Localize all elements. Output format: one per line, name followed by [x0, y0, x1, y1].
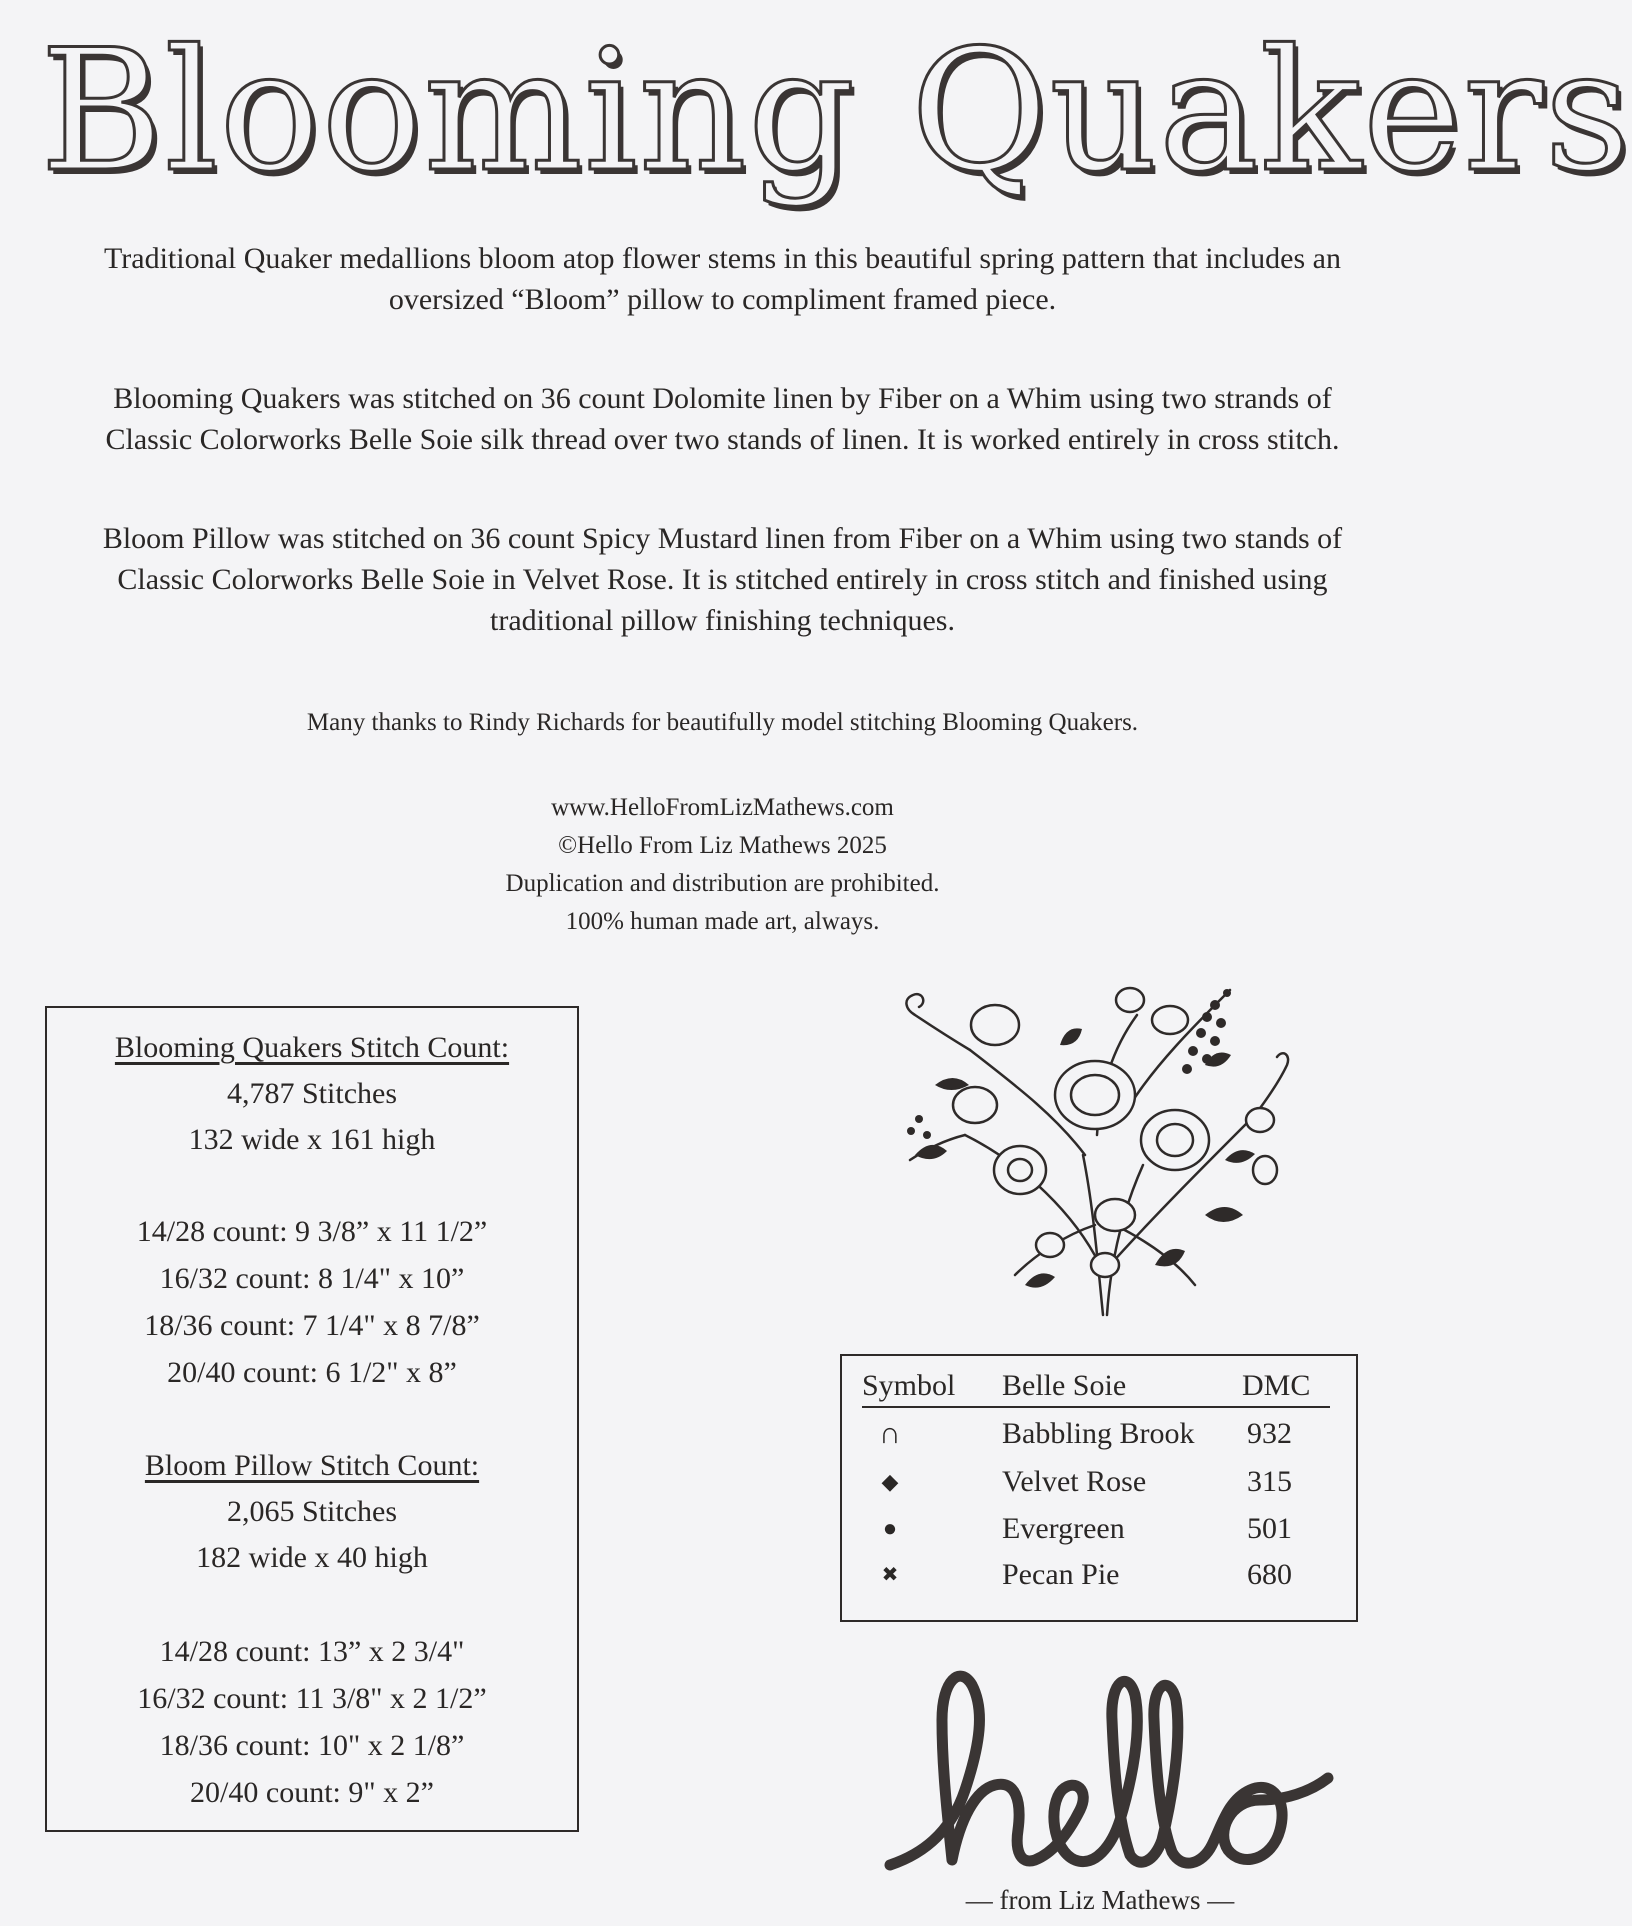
quakers-size-row: 18/36 count: 7 1/4" x 8 7/8” — [144, 1309, 480, 1342]
key-thread-name: Pecan Pie — [1002, 1558, 1120, 1591]
pillow-count-heading: Bloom Pillow Stitch Count: — [144, 1449, 480, 1482]
key-thread-name: Evergreen — [1002, 1512, 1125, 1545]
symbol-arch-icon: ∩ — [879, 1417, 901, 1450]
intro-paragraph-1: Traditional Quaker medallions bloom atop flower stems in this beautiful spring pattern that includes an oversized “Bloom” pillow to compliment framed piece. — [104, 242, 1341, 316]
symbol-diamond-icon: ◆ — [881, 1469, 899, 1494]
quakers-dimensions: 132 wide x 161 high — [188, 1123, 436, 1156]
key-dmc-number: 680 — [1247, 1558, 1292, 1591]
key-header-symbol: Symbol — [862, 1369, 956, 1402]
signature-text: — from Liz Mathews — — [965, 1885, 1235, 1915]
website-text: www.HelloFromLizMathews.com — [551, 794, 894, 821]
page-title: Blooming Quakers — [40, 13, 1632, 209]
quakers-size-row: 14/28 count: 9 3/8” x 11 1/2” — [136, 1215, 488, 1248]
intro-paragraph-2: Blooming Quakers was stitched on 36 count Dolomite linen by Fiber on a Whim using two strands of Classic Colorworks Belle Soie silk thread over two stands of linen. It is worked entirely in cross stitch. — [105, 382, 1340, 456]
key-header-belle-soie: Belle Soie — [1002, 1369, 1127, 1402]
pillow-size-row: 18/36 count: 10" x 2 1/8” — [159, 1729, 465, 1762]
key-dmc-number: 932 — [1247, 1417, 1292, 1450]
key-header-rule — [862, 1406, 1330, 1408]
hello-script-logo — [880, 1660, 1340, 1890]
key-dmc-number: 501 — [1247, 1512, 1292, 1545]
color-key-box — [840, 1354, 1358, 1622]
key-dmc-number: 315 — [1247, 1465, 1292, 1498]
pillow-stitches: 2,065 Stitches — [227, 1495, 397, 1528]
intro-paragraph-3: Bloom Pillow was stitched on 36 count Spicy Mustard linen from Fiber on a Whim using two stands of Classic Colorworks Belle Soie in Velvet Rose. It is stitched entirely in cross stitch and finished using traditional pillow finishing techniques. — [102, 522, 1343, 637]
copyright-text: ©Hello From Liz Mathews 2025 — [558, 832, 887, 859]
thanks-note: Many thanks to Rindy Richards for beautifully model stitching Blooming Quakers. — [306, 709, 1139, 736]
pillow-size-row: 20/40 count: 9" x 2” — [190, 1776, 434, 1809]
credits — [20, 789, 1425, 941]
stitch-count-box — [45, 1006, 579, 1832]
flower-bouquet-illustration — [875, 965, 1325, 1325]
pillow-size-row: 16/32 count: 11 3/8" x 2 1/2” — [137, 1682, 487, 1715]
pillow-size-row: 14/28 count: 13” x 2 3/4" — [159, 1635, 465, 1668]
pillow-dimensions: 182 wide x 40 high — [196, 1541, 428, 1574]
symbol-cross-icon: ✖ — [881, 1564, 899, 1586]
duplication-notice: Duplication and distribution are prohibited. — [505, 870, 940, 897]
symbol-dot-icon: ● — [882, 1516, 898, 1542]
key-header-dmc: DMC — [1242, 1369, 1311, 1402]
quakers-count-heading: Blooming Quakers Stitch Count: — [114, 1031, 510, 1064]
quakers-size-row: 16/32 count: 8 1/4" x 10” — [159, 1262, 465, 1295]
key-thread-name: Babbling Brook — [1002, 1417, 1195, 1450]
quakers-size-row: 20/40 count: 6 1/2" x 8” — [167, 1356, 457, 1389]
tagline: 100% human made art, always. — [565, 908, 880, 935]
quakers-stitches: 4,787 Stitches — [227, 1077, 397, 1110]
key-thread-name: Velvet Rose — [1002, 1465, 1147, 1498]
